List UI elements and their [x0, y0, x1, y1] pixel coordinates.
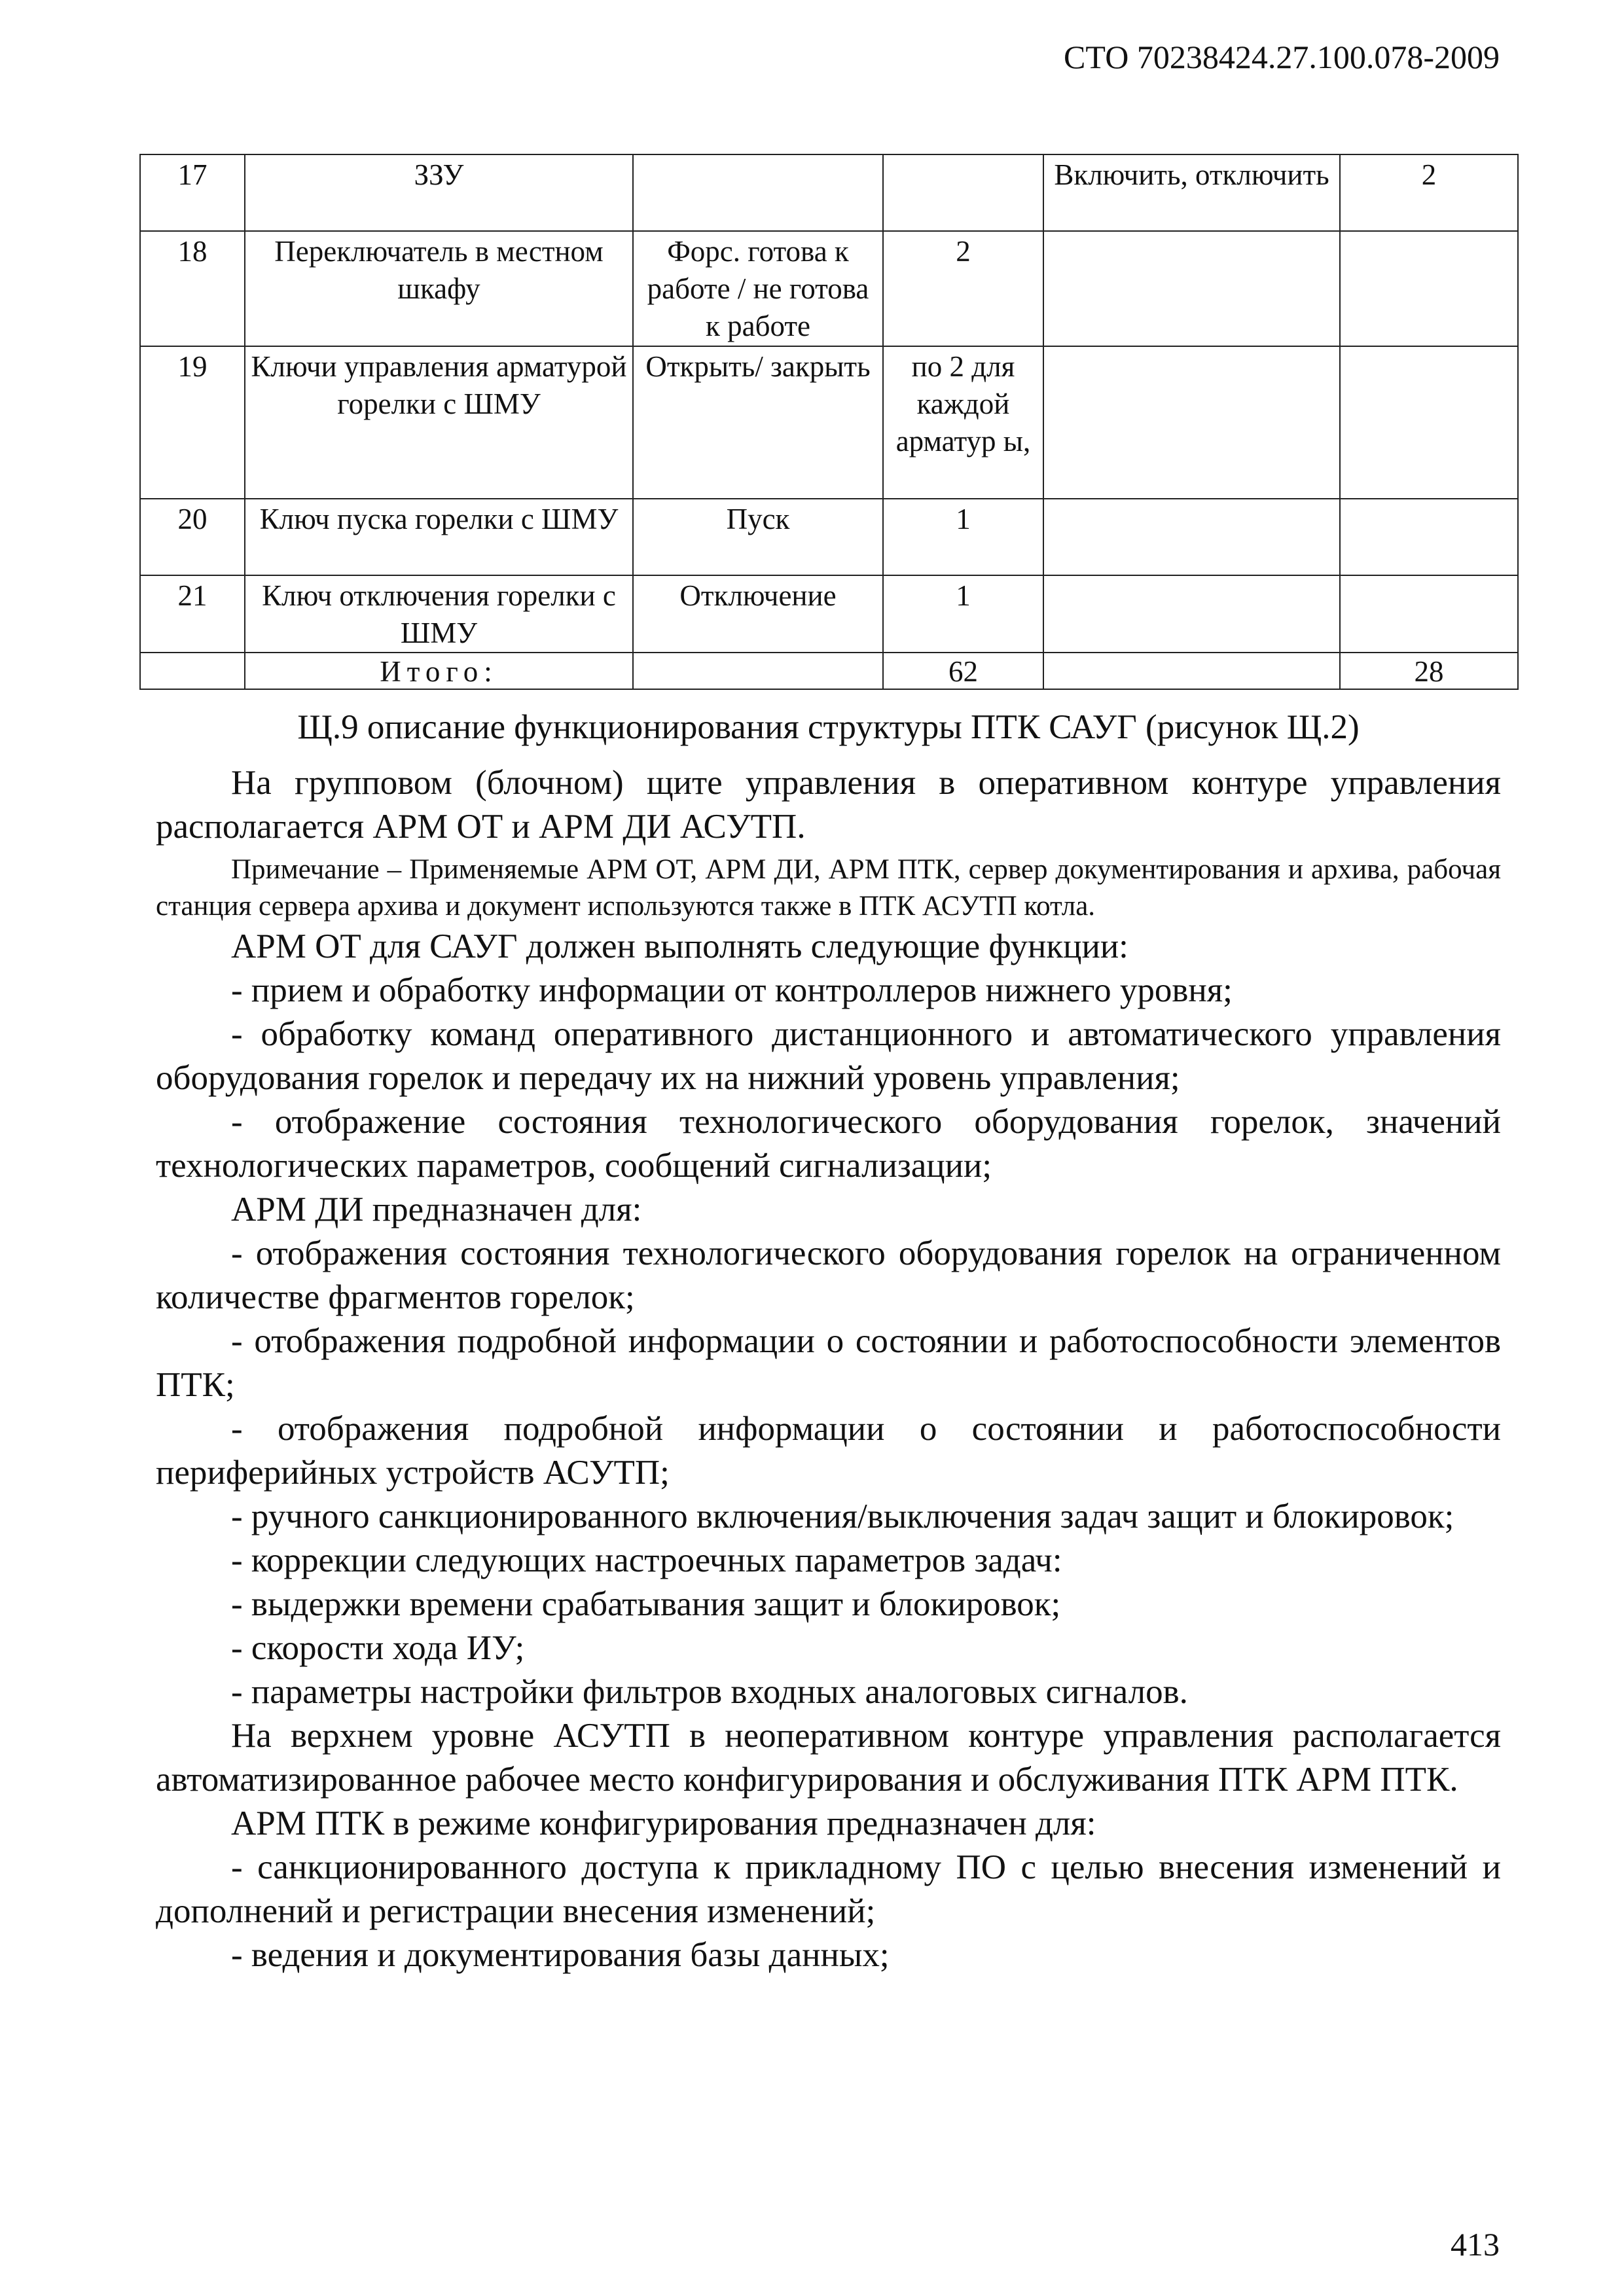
body-paragraph: На групповом (блочном) щите управления в оперативном контуре управления располагается АРМ ОТ и АРМ ДИ АСУТП.	[156, 764, 1501, 846]
cell-command	[1043, 499, 1340, 575]
signals-table	[139, 154, 1519, 690]
cell-count: по 2 для каждой арматур ы,	[883, 346, 1043, 499]
body-paragraph: АРМ ДИ предназначен для:	[231, 1191, 642, 1229]
list-item: - прием и обработку информации от контроллеров нижнего уровня;	[231, 971, 1233, 1009]
section-paragraphs	[156, 761, 1501, 1977]
list-item: - коррекции следующих настроечных параметров задач:	[231, 1541, 1062, 1579]
table-row	[140, 154, 1518, 231]
cell-state: Пуск	[633, 499, 883, 575]
list-item: - параметры настройки фильтров входных аналоговых сигналов.	[231, 1673, 1188, 1711]
cell-num: 20	[140, 499, 245, 575]
page-number: 413	[1451, 2226, 1500, 2263]
cell-num: 19	[140, 346, 245, 499]
cell-command	[1043, 575, 1340, 653]
cell-count: 2	[883, 231, 1043, 346]
cell-empty	[140, 653, 245, 689]
cell-count	[883, 154, 1043, 231]
total-label: Итого:	[245, 653, 633, 689]
table-row	[140, 575, 1518, 653]
total-count: 62	[883, 653, 1043, 689]
section-heading: Щ.9 описание функционирования структуры ПТК САУГ (рисунок Щ.2)	[297, 708, 1360, 746]
list-item: - отображение состояния технологического оборудования горелок, значений технологических параметров, сообщений сигнализации;	[156, 1103, 1501, 1185]
list-item: - отображения подробной информации о состоянии и работоспособности элементов ПТК;	[156, 1322, 1501, 1404]
total-cmd-count: 28	[1340, 653, 1518, 689]
table-row	[140, 499, 1518, 575]
body-paragraph: АРМ ОТ для САУГ должен выполнять следующие функции:	[231, 927, 1128, 965]
list-item: - скорости хода ИУ;	[231, 1629, 525, 1667]
table-row	[140, 231, 1518, 346]
body-paragraph: На верхнем уровне АСУТП в неоперативном контуре управления располагается автоматизированное рабочее место конфигурирования и обслуживания ПТК АРМ ПТК.	[156, 1717, 1501, 1799]
cell-state: Отключение	[633, 575, 883, 653]
cell-command	[1043, 231, 1340, 346]
note-paragraph: Примечание – Применяемые АРМ ОТ, АРМ ДИ, АРМ ПТК, сервер документирования и архива, рабочая станция сервера архива и документ используются также в ПТК АСУТП котла.	[156, 854, 1501, 922]
cell-name: Ключ пуска горелки с ШМУ	[245, 499, 633, 575]
list-item: - отображения подробной информации о состоянии и работоспособности периферийных устройств АСУТП;	[156, 1410, 1501, 1492]
section-content	[156, 706, 1501, 1977]
cell-state	[633, 154, 883, 231]
cell-cmd-count	[1340, 499, 1518, 575]
cell-empty	[1043, 653, 1340, 689]
list-item: - обработку команд оперативного дистанционного и автоматического управления оборудования горелок и передачу их на нижний уровень управления;	[156, 1015, 1501, 1097]
cell-num: 21	[140, 575, 245, 653]
cell-empty	[633, 653, 883, 689]
cell-cmd-count	[1340, 346, 1518, 499]
table-row	[140, 346, 1518, 499]
cell-cmd-count: 2	[1340, 154, 1518, 231]
cell-num: 18	[140, 231, 245, 346]
cell-command: Включить, отключить	[1043, 154, 1340, 231]
cell-count: 1	[883, 499, 1043, 575]
document-code: СТО 70238424.27.100.078-2009	[1064, 39, 1500, 75]
cell-count: 1	[883, 575, 1043, 653]
cell-num: 17	[140, 154, 245, 231]
cell-cmd-count	[1340, 575, 1518, 653]
cell-state: Открыть/ закрыть	[633, 346, 883, 499]
cell-command	[1043, 346, 1340, 499]
cell-cmd-count	[1340, 231, 1518, 346]
list-item: - выдержки времени срабатывания защит и блокировок;	[231, 1585, 1061, 1623]
cell-name: Ключи управления арматурой горелки с ШМУ	[245, 346, 633, 499]
list-item: - отображения состояния технологического оборудования горелок на ограниченном количестве фрагментов горелок;	[156, 1234, 1501, 1316]
cell-name: Ключ отключения горелки с ШМУ	[245, 575, 633, 653]
body-paragraph: АРМ ПТК в режиме конфигурирования предназначен для:	[231, 1804, 1096, 1842]
table-total-row	[140, 653, 1518, 689]
list-item: - ручного санкционированного включения/выключения задач защит и блокировок;	[231, 1498, 1454, 1535]
list-item: - ведения и документирования базы данных;	[231, 1936, 890, 1974]
cell-state: Форс. готова к работе / не готова к работе	[633, 231, 883, 346]
cell-name: ЗЗУ	[245, 154, 633, 231]
cell-name: Переключатель в местном шкафу	[245, 231, 633, 346]
list-item: - санкционированного доступа к прикладному ПО с целью внесения изменений и дополнений и регистрации внесения изменений;	[156, 1848, 1501, 1930]
